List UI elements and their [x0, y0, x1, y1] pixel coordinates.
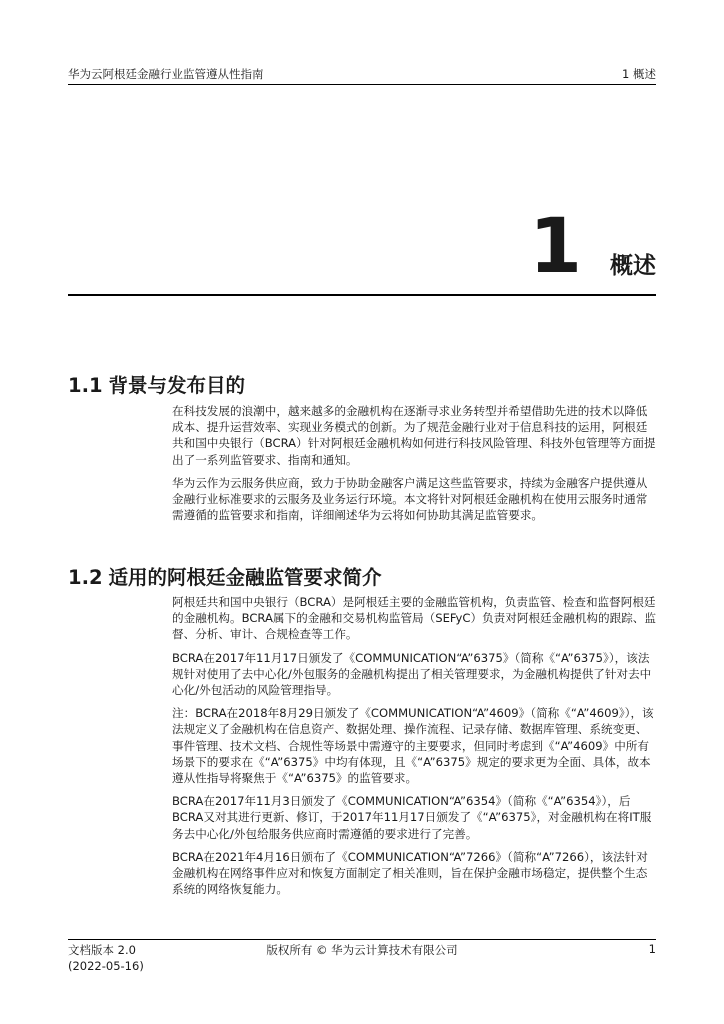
footer-page-number: 1 — [648, 942, 656, 956]
section-number: 1.1 — [68, 374, 103, 397]
section-title: 背景与发布目的 — [108, 374, 246, 397]
footer-version: 文档版本 2.0 — [68, 943, 136, 957]
chapter-heading — [456, 201, 656, 290]
chapter-divider — [68, 294, 656, 296]
paragraph: 阿根廷共和国中央银行（BCRA）是阿根廷主要的金融监管机构，负责监管、检查和监督阿根廷的金融机构。BCRA属下的金融和交易机构监管局（SEFyC）负责对阿根廷金融机构的跟踪、监督、分析、审计、合规检查等工作。 — [172, 595, 656, 642]
header-chapter-ref: 1 概述 — [622, 67, 656, 81]
chapter-title: 概述 — [610, 253, 656, 279]
note-paragraph: 注：BCRA在2018年8月29日颁发了《COMMUNICATION“A”4609》（简称《“A”4609》），该法规定义了金融机构在信息资产、数据处理、操作流程、记录存储、数据库管理、系统变更、事件管理、技术文档、合规性等场景中需遵守的主要要求，但同时考虑到《“A”4609》中所有场景下的要求在《“A”6375》中均有体现，且《“A”6375》规定的要求更为全面、具体，故本遵从性指导将聚焦于《“A”6375》的监管要求。 — [172, 706, 654, 786]
section-heading-1-1 — [68, 370, 245, 398]
paragraph: BCRA在2017年11月17日颁发了《COMMUNICATION“A”6375》（简称《“A”6375》），该法规针对使用了去中心化/外包服务的金融机构提出了相关管理要求，为金融机构提供了针对去中心化/外包活动的风险管理指导。 — [172, 650, 652, 698]
paragraph: BCRA在2021年4月16日颁布了《COMMUNICATION“A”7266》（简称“A”7266），该法针对金融机构在网络事件应对和恢复方面制定了相关准则，旨在保护金融市场稳定，提供整个生态系统的网络恢复能力。 — [172, 849, 648, 897]
section-number: 1.2 — [68, 566, 103, 589]
section-body-1-2 — [172, 594, 656, 904]
chapter-number: 1 — [529, 201, 582, 290]
paragraph: 在科技发展的浪潮中，越来越多的金融机构在逐渐寻求业务转型并希望借助先进的技术以降低成本、提升运营效率、实现业务模式的创新。为了规范金融行业对于信息科技的运用，阿根廷共和国中央银行（BCRA）针对阿根廷金融机构如何进行科技风险管理、科技外包管理等方面提出了一系列监管要求、指南和通知。 — [172, 404, 656, 467]
section-title: 适用的阿根廷金融监管要求简介 — [108, 566, 382, 589]
footer-date: (2022-05-16) — [68, 959, 144, 973]
paragraph: BCRA在2017年11月3日颁发了《COMMUNICATION“A”6354》（简称《“A”6354》），后BCRA又对其进行更新、修订，于2017年11月17日颁发了《“A”6375》，对金融机构在将IT服务去中心化/外包给服务供应商时需遵循的要求进行了完善。 — [172, 794, 652, 841]
page-footer — [68, 939, 656, 973]
paragraph: 华为云作为云服务供应商，致力于协助金融客户满足这些监管要求，持续为金融客户提供遵从金融行业标准要求的云服务及业务运行环境。本文将针对阿根廷金融机构在使用云服务时通常需遵循的监管要求和指南，详细阐述华为云将如何协助其满足监管要求。 — [172, 475, 648, 523]
header-doc-title: 华为云阿根廷金融行业监管遵从性指南 — [68, 67, 264, 81]
footer-copyright: 版权所有 © 华为云计算技术有限公司 — [266, 943, 458, 957]
section-body-1-1 — [172, 403, 656, 530]
page-header — [68, 66, 656, 85]
section-heading-1-2 — [68, 562, 382, 590]
